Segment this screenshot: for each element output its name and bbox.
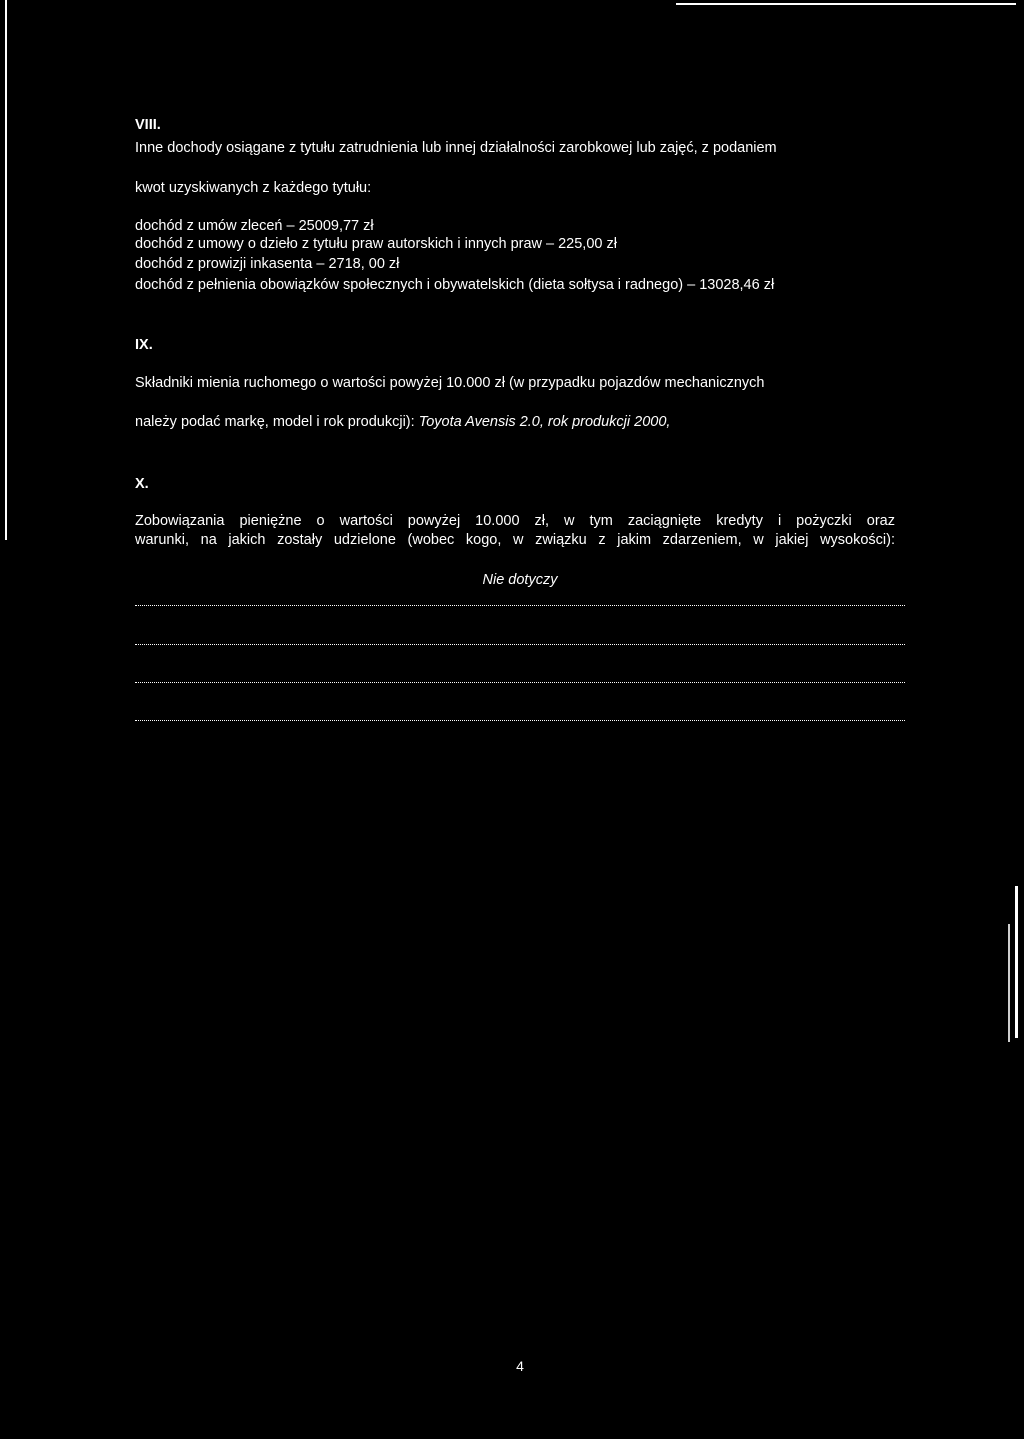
section-ix-line2-prefix: należy podać markę, model i rok produkcji):: [135, 414, 419, 430]
section-viii-heading: VIII.: [135, 117, 161, 133]
dotted-fill-line: [135, 644, 905, 645]
dotted-fill-line: [135, 720, 905, 721]
section-viii-intro-line1: Inne dochody osiągane z tytułu zatrudnienia lub innej działalności zarobkowej lub zajęć, z podaniem: [135, 140, 777, 156]
section-x-line1: Zobowiązania pieniężne o wartości powyżej 10.000 zł, w tym zaciągnięte kredyty i pożyczki oraz: [135, 513, 895, 529]
section-x-line2: warunki, na jakich zostały udzielone (wobec kogo, w związku z jakim zdarzeniem, w jakiej wysokości):: [135, 532, 895, 548]
scan-edge-top: [676, 3, 1016, 5]
income-item: dochód z prowizji inkasenta – 2718, 00 zł: [135, 256, 400, 272]
section-ix-line1: Składniki mienia ruchomego o wartości powyżej 10.000 zł (w przypadku pojazdów mechanicznych: [135, 375, 765, 391]
scan-edge-right: [1015, 886, 1018, 1038]
income-item: dochód z umów zleceń – 25009,77 zł: [135, 218, 374, 234]
page-number: 4: [516, 1358, 524, 1374]
dotted-fill-line: [135, 605, 905, 606]
scan-edge-left: [5, 0, 7, 540]
scan-edge-right-inner: [1008, 924, 1010, 1042]
section-ix-answer: Toyota Avensis 2.0, rok produkcji 2000,: [418, 414, 671, 430]
section-ix-heading: IX.: [135, 337, 153, 353]
section-viii-intro-line2: kwot uzyskiwanych z każdego tytułu:: [135, 180, 372, 196]
section-x-answer: Nie dotyczy: [482, 572, 558, 588]
section-x-heading: X.: [135, 476, 149, 492]
dotted-fill-line: [135, 682, 905, 683]
income-item: dochód z umowy o dzieło z tytułu praw autorskich i innych praw – 225,00 zł: [135, 236, 617, 252]
income-item: dochód z pełnienia obowiązków społecznych i obywatelskich (dieta sołtysa i radnego) – 13028,46 zł: [135, 277, 775, 293]
section-ix-line2: [135, 414, 670, 431]
